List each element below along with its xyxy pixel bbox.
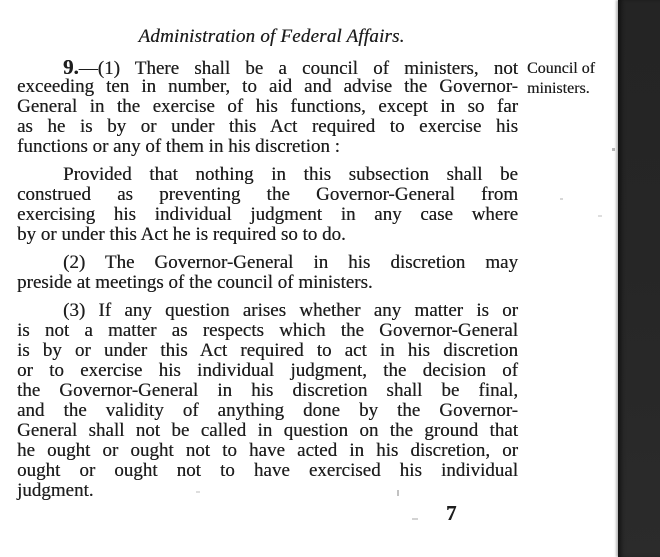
page-heading: Administration of Federal Affairs. — [138, 26, 405, 47]
scan-speck — [412, 518, 418, 520]
text-line: (2) The Governor-General in his discretion may — [63, 252, 518, 273]
text-line: is by or under this Act required to act in his discretion — [17, 340, 518, 361]
text-line: (3) If any question arises whether any matter is or — [63, 300, 518, 321]
text-line: by or under this Act he is required so to do. — [17, 224, 346, 245]
section-9-subsection-3 — [17, 301, 518, 501]
text-line: preside at meetings of the council of ministers. — [17, 272, 373, 293]
text-line: General in the exercise of his functions, except in so far — [17, 96, 518, 117]
text-line: exceeding ten in number, to aid and advise the Governor- — [17, 76, 518, 97]
text-span: —(1) There shall be a council of ministers, not — [78, 58, 518, 79]
page-number: 7 — [446, 501, 457, 525]
text-line: functions or any of them in his discretion : — [17, 136, 340, 157]
text-line: he ought or ought not to have acted in his discretion, or — [17, 440, 518, 461]
section-9-subsection-2 — [17, 253, 518, 293]
text-line: construed as preventing the Governor-General from — [17, 184, 518, 205]
text-line: or to exercise his individual judgment, the decision of — [17, 360, 518, 381]
margin-note — [527, 59, 615, 98]
proviso-paragraph — [17, 165, 518, 245]
text-line: the Governor-General in his discretion shall be final, — [17, 380, 518, 401]
text-line: General shall not be called in question on the ground that — [17, 420, 518, 441]
margin-note-line: ministers. — [527, 79, 590, 97]
text-line: Provided that nothing in this subsection shall be — [63, 164, 518, 185]
margin-note-line: Council of — [527, 60, 595, 77]
section-9-subsection-1 — [17, 57, 518, 157]
scan-speck — [598, 215, 602, 217]
text-line: and the validity of anything done by the Governor- — [17, 400, 518, 421]
section-number: 9. — [63, 55, 79, 79]
scan-speck — [560, 198, 563, 200]
text-line: judgment. — [17, 480, 94, 501]
body-text — [17, 57, 518, 501]
text-line: ought or ought not to have exercised his individual — [17, 460, 518, 481]
text-line: exercising his individual judgment in any case where — [17, 204, 518, 225]
text-line: is not a matter as respects which the Governor-General — [17, 320, 518, 341]
text-line — [17, 57, 518, 77]
text-line: as he is by or under this Act required to exercise his — [17, 116, 518, 137]
scan-speck — [612, 148, 615, 151]
scan-dark-bar — [618, 0, 660, 557]
